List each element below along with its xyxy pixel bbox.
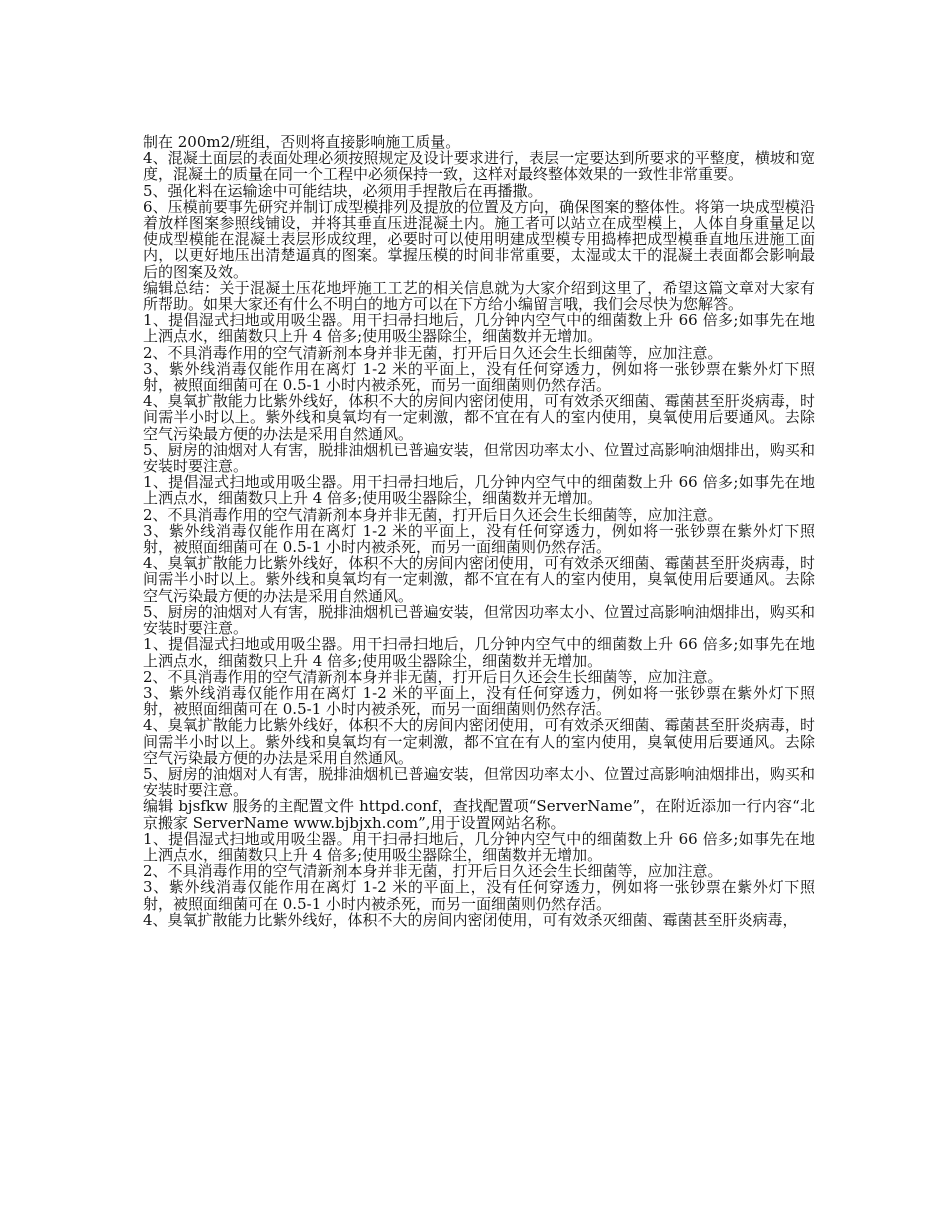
paragraph: 3、紫外线消毒仅能作用在离灯 1-2 米的平面上，没有任何穿透力，例如将一张钞票在紫外灯下照射，被照面细菌可在 0.5-1 小时内被杀死，而另一面细菌则仍然存活。 — [143, 878, 815, 913]
paragraph: 4、臭氧扩散能力比紫外线好，体积不大的房间内密闭使用，可有效杀灭细菌、霉菌甚至肝炎病毒， — [143, 910, 798, 929]
paragraph: 制在 200m2/班组，否则将直接影响施工质量。 — [143, 133, 461, 151]
paragraph: 5、厨房的油烟对人有害，脱排油烟机已普遍安装，但常因功率太小、位置过高影响油烟排出，购买和安装时要注意。 — [143, 764, 815, 800]
paragraph: 2、不具消毒作用的空气清新剂本身并非无菌，打开后日久还会生长细菌等，应加注意。 — [143, 667, 723, 686]
document-page — [143, 134, 815, 928]
paragraph: 4、臭氧扩散能力比紫外线好，体积不大的房间内密闭使用，可有效杀灭细菌、霉菌甚至肝炎病毒，时间需半小时以上。紫外线和臭氧均有一定刺激，都不宜在有人的室内使用，臭氧使用后要通风。去除空气污染最方便的办法是采用自然通风。 — [143, 554, 815, 605]
paragraph: 5、厨房的油烟对人有害，脱排油烟机已普遍安装，但常因功率太小、位置过高影响油烟排出，购买和安装时要注意。 — [143, 602, 815, 638]
paragraph: 1、提倡湿式扫地或用吸尘器。用干扫帚扫地后，几分钟内空气中的细菌数上升 66 倍多;如事先在地上洒点水，细菌数只上升 4 倍多;使用吸尘器除尘，细菌数并无增加。 — [143, 311, 815, 346]
paragraph: 编辑 bjsfkw 服务的主配置文件 httpd.conf，查找配置项“ServerName”，在附近添加一行内容“北京搬家 ServerName www.bjbjxh.com”,用于设置网站名称。 — [143, 797, 815, 832]
paragraph: 4、臭氧扩散能力比紫外线好，体积不大的房间内密闭使用，可有效杀灭细菌、霉菌甚至肝炎病毒，时间需半小时以上。紫外线和臭氧均有一定刺激，都不宜在有人的室内使用，臭氧使用后要通风。去除空气污染最方便的办法是采用自然通风。 — [143, 392, 815, 443]
paragraph: 1、提倡湿式扫地或用吸尘器。用干扫帚扫地后，几分钟内空气中的细菌数上升 66 倍多;如事先在地上洒点水，细菌数只上升 4 倍多;使用吸尘器除尘，细菌数并无增加。 — [143, 635, 815, 670]
paragraph: 4、混凝土面层的表面处理必须按照规定及设计要求进行，表层一定要达到所要求的平整度，横坡和宽度，混凝土的质量在同一个工程中必须保持一致，这样对最终整体效果的一致性非常重要。 — [143, 149, 815, 184]
paragraph: 3、紫外线消毒仅能作用在离灯 1-2 米的平面上，没有任何穿透力，例如将一张钞票在紫外灯下照射，被照面细菌可在 0.5-1 小时内被杀死，而另一面细菌则仍然存活。 — [143, 359, 815, 395]
paragraph: 3、紫外线消毒仅能作用在离灯 1-2 米的平面上，没有任何穿透力，例如将一张钞票在紫外灯下照射，被照面细菌可在 0.5-1 小时内被杀死，而另一面细菌则仍然存活。 — [143, 683, 815, 719]
paragraph: 5、厨房的油烟对人有害，脱排油烟机已普遍安装，但常因功率太小、位置过高影响油烟排出，购买和安装时要注意。 — [143, 440, 815, 476]
paragraph: 2、不具消毒作用的空气清新剂本身并非无菌，打开后日久还会生长细菌等，应加注意。 — [143, 505, 723, 524]
paragraph: 4、臭氧扩散能力比紫外线好，体积不大的房间内密闭使用，可有效杀灭细菌、霉菌甚至肝炎病毒，时间需半小时以上。紫外线和臭氧均有一定刺激，都不宜在有人的室内使用，臭氧使用后要通风。去除空气污染最方便的办法是采用自然通风。 — [143, 716, 815, 767]
paragraph: 1、提倡湿式扫地或用吸尘器。用干扫帚扫地后，几分钟内空气中的细菌数上升 66 倍多;如事先在地上洒点水，细菌数只上升 4 倍多;使用吸尘器除尘，细菌数并无增加。 — [143, 829, 815, 864]
paragraph: 编辑总结：关于混凝土压花地坪施工工艺的相关信息就为大家介绍到这里了，希望这篇文章对大家有所帮助。如果大家还有什么不明白的地方可以在下方给小编留言哦，我们会尽快为您解答。 — [143, 278, 815, 314]
paragraph: 2、不具消毒作用的空气清新剂本身并非无菌，打开后日久还会生长细菌等，应加注意。 — [143, 862, 723, 881]
paragraph: 6、压模前要事先研究并制订成型模排列及提放的位置及方向，确保图案的整体性。将第一块成型模沿着放样图案参照线铺设，并将其垂直压进混凝土内。施工者可以站立在成型模上，人体自身重量足以使成型模能在混凝土表层形成纹理，必要时可以使用明建成型模专用捣棒把成型模垂直地压进施工面内，以更好地压出清楚逼真的图案。掌握压模的时间非常重要，太湿或太干的混凝土表面都会影响最后的图案及效。 — [143, 197, 815, 281]
paragraph: 2、不具消毒作用的空气清新剂本身并非无菌，打开后日久还会生长细菌等，应加注意。 — [143, 343, 723, 362]
paragraph: 1、提倡湿式扫地或用吸尘器。用干扫帚扫地后，几分钟内空气中的细菌数上升 66 倍多;如事先在地上洒点水，细菌数只上升 4 倍多;使用吸尘器除尘，细菌数并无增加。 — [143, 473, 815, 508]
paragraph: 5、强化料在运输途中可能结块，必须用手捏散后在再播撒。 — [143, 181, 543, 200]
paragraph: 3、紫外线消毒仅能作用在离灯 1-2 米的平面上，没有任何穿透力，例如将一张钞票在紫外灯下照射，被照面细菌可在 0.5-1 小时内被杀死，而另一面细菌则仍然存活。 — [143, 521, 815, 557]
